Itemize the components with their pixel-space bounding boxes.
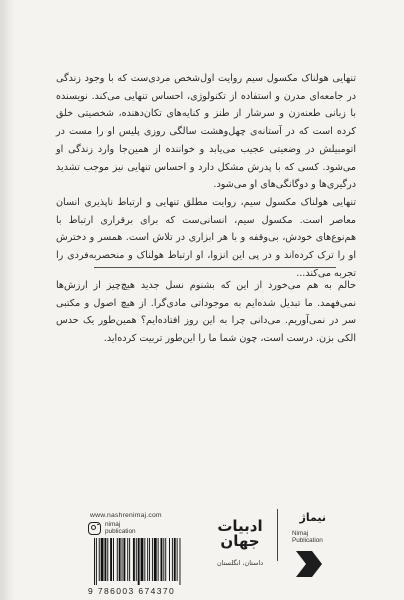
barcode-bar [119, 538, 121, 581]
barcode-bar [133, 538, 135, 581]
barcode-bar [96, 538, 97, 585]
publisher-website: www.nashrenimaj.com [90, 512, 162, 519]
quote-paragraph: حالم به هم می‌خورد از این که بشنوم نسل جدید هیچ‌چیز از ارزش‌ها نمی‌فهمد. ما تبدیل شده‌ایم به موجوداتی مادی‌گرا. از هیچ اصول و مکتبی سر در نمی‌آوریم. می‌دانی چرا به این روز افتاده‌ایم؟ همین‌طور یک حدس الکی بزن. درست است، چون شما ما را این‌طور تربیت کرده‌اید. [56, 280, 356, 345]
isbn-number: 9 786003 674370 [88, 586, 176, 596]
barcode-bar [163, 538, 164, 581]
barcode-bar [136, 538, 137, 581]
publisher-name-en-2: Publication [292, 537, 323, 545]
barcode-bar [177, 538, 178, 581]
barcode-bar [113, 538, 114, 581]
barcode-bar [149, 538, 150, 581]
publisher-logo-nimaj [286, 511, 346, 577]
barcode-bar [94, 538, 95, 585]
barcode-bar [152, 538, 153, 581]
barcode-bar [138, 538, 140, 585]
barcode-bar [110, 538, 112, 581]
barcode-graphic [92, 538, 206, 586]
instagram-handle [88, 521, 136, 535]
series-logo-adabiat-jahan [210, 519, 270, 567]
barcode-bar [144, 538, 145, 581]
publisher-name-en-1: Nimaj [292, 530, 309, 537]
barcode-bar [180, 538, 181, 585]
barcode-bar [122, 538, 123, 581]
barcode-bar [154, 538, 157, 581]
synopsis-paragraph-1: تنهایی هولناک مکسول سیم روایت اول‌شخص مردی‌ست که با وجود زندگی در جامعه‌ای مدرن و استفاده از تکنولوژی، احساس تنهایی می‌کند. نویسنده با زبانی طعنه‌زن و سرشار از طنز و کنایه‌های تکان‌دهنده، شخصیتی خلق کرده است که در آستانه‌ی چهل‌وهشت سالگی روزی پلیس او را مست در اتومبیلش در وضعیتی عجیب می‌یابد و خواننده از همین‌جا وارد زندگی او می‌شود. کسی که با پدرش مشکل دارد و احساس تنهایی نیز موجب تشدید درگیری‌ها و دوگانگی‌های او می‌شود. [56, 73, 356, 191]
synopsis-paragraph-2: تنهایی هولناک مکسول سیم، روایت مطلق تنهایی و ارتباط ناپذیری انسان معاصر است. مکسول سیم، انسانی‌ست که برای برقراری ارتباط با هم‌نوع‌های خودش، بی‌وقفه و با هر ابزاری در تلاش است. همسر و دخترش او را ترک کرده‌اند و در پی این انزوا، او ارتباط هولناک و منحصربه‌فردی را تجربه می‌کند... [56, 196, 356, 279]
barcode-bar [99, 538, 100, 581]
barcode-bar [161, 538, 163, 581]
instagram-icon [88, 522, 101, 535]
barcode-bar [165, 538, 166, 581]
nimaj-logo-shape-icon [294, 549, 324, 579]
barcode-bar [158, 538, 159, 581]
isbn-barcode [92, 538, 206, 586]
barcode-bar [141, 538, 144, 581]
series-subtitle: داستان، انگلستان [216, 559, 264, 567]
section-divider [94, 267, 336, 268]
series-title-line-2: جهان [220, 532, 260, 550]
barcode-bar [107, 538, 108, 581]
publisher-name-fa: نیماژ [299, 511, 326, 524]
barcode-bar [104, 538, 106, 581]
barcode-bar [147, 538, 148, 581]
barcode-bar [123, 538, 125, 581]
instagram-line-2: publication [105, 528, 136, 535]
barcode-bar [174, 538, 176, 581]
barcode-bar [172, 538, 173, 581]
footer-separator [277, 509, 278, 561]
barcode-bar [127, 538, 128, 581]
barcode-bar [129, 538, 130, 581]
instagram-line-1: nimaj [105, 521, 121, 528]
quote-block [56, 277, 356, 348]
barcode-bar [101, 538, 104, 581]
barcode-bar [117, 538, 118, 581]
series-title-line-1: ادبیات [217, 517, 263, 535]
barcode-bar [169, 538, 170, 581]
synopsis-block [56, 70, 356, 282]
